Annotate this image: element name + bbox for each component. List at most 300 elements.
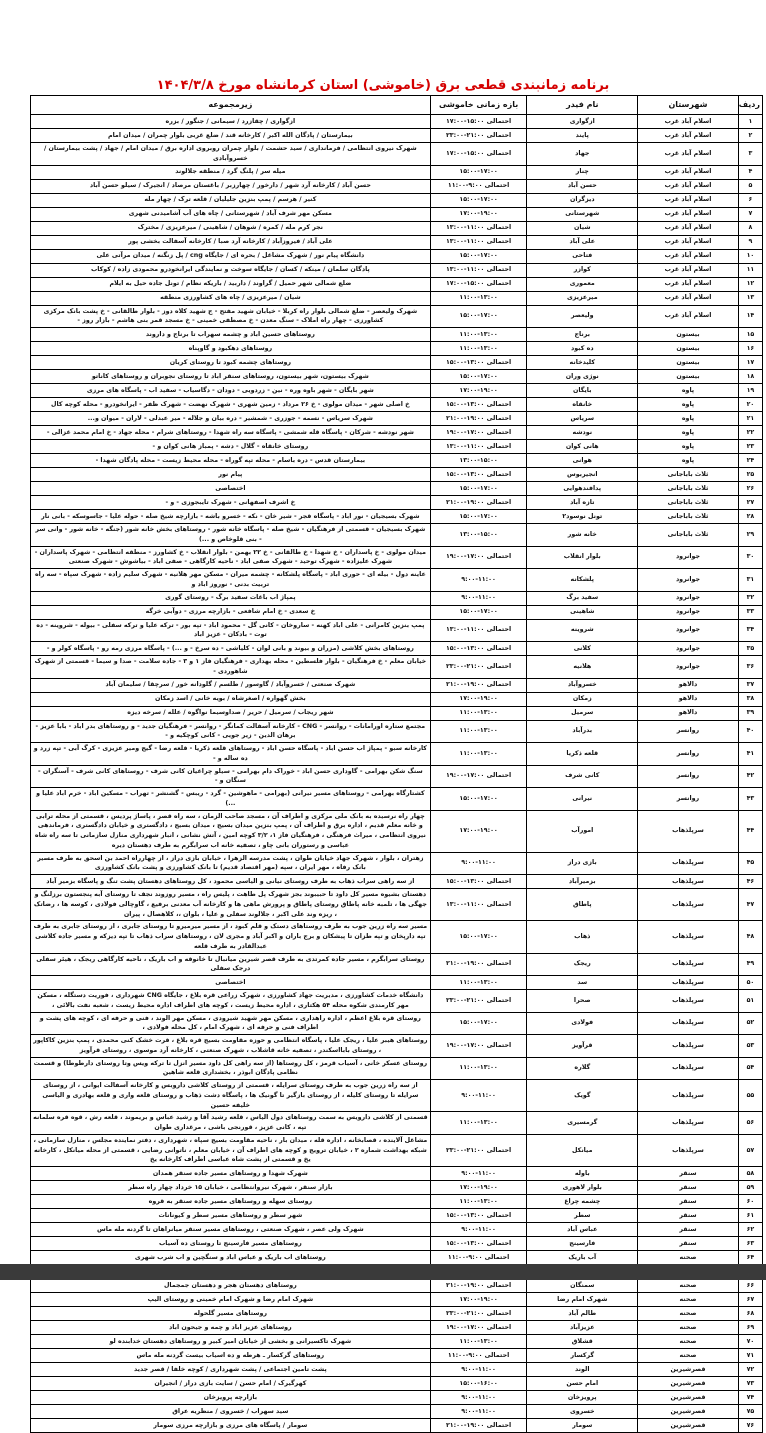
table-row bbox=[31, 454, 763, 468]
row-number-cell: ۶۳ bbox=[738, 1237, 762, 1251]
row-number-cell: ۲۴ bbox=[738, 454, 762, 468]
time-range-cell: ۱۱:۰۰-۱۳:۰۰ bbox=[430, 706, 527, 720]
row-number-cell: ۷ bbox=[738, 207, 762, 221]
feeder-cell: قشلاق bbox=[527, 1335, 638, 1349]
county-cell: سنقر bbox=[638, 1181, 739, 1195]
subset-cell: پیام نور bbox=[31, 468, 431, 482]
row-number-cell: ۴ bbox=[738, 165, 762, 179]
row-number-cell: ۲۶ bbox=[738, 482, 762, 496]
table-row bbox=[31, 1335, 763, 1349]
table-header-row bbox=[31, 96, 763, 115]
subset-cell: روستاهای هیبر علیا ، ریجک علیا ، پاسگاه انتظامی و حوزه مقاومت بسیج قره بلاغ ، قرت خشک کنی محمدی ، پمپ بنزین کاکاپور ، روستای بابااسکندر ، تصفیه خانه قاشلاب ، شهرک صنعتی ، کارخانه آرد موسوی ، روستای قرآویز bbox=[31, 1035, 431, 1058]
feeder-cell: فولادی bbox=[527, 1012, 638, 1035]
county-cell: صحنه bbox=[638, 1335, 739, 1349]
subset-cell: کهرگیرک / امام حسن / سایت بازی دراز / انجیران bbox=[31, 1377, 431, 1391]
row-number-cell: ۶۰ bbox=[738, 1195, 762, 1209]
county-cell: سرپلذهاب bbox=[638, 875, 739, 889]
row-number-cell: ۳۱ bbox=[738, 569, 762, 592]
subset-cell: ضلع شمالی شهر حمیل / گراوند / داربید / باریکه نظام / تونل جاده حیل به ایلام bbox=[31, 277, 431, 291]
county-cell: روانسر bbox=[638, 720, 739, 743]
subset-cell: چهار راه نرسیده به بانک ملی مرکزی و اطراف آن ، مسجد صاحب الزمان ، سه راه قصر ، پاساژ پردیس ، قسمتی از محله ترابی و خانه معلم قدیم ، اداره برق و اطراف آن ، پمپ بنزین میدان بسیج ، میدان بسیج ، دادگستری و خیابان دادگستری ، فرماندهی نیروی انتظامی ، میراث فرهنگی ، فرهنگیان فاز ۱، ۳/۲ کوچه امین ، آتش نشانی ، انبار شهرداری منازل سازمانی تا سه راه شاه عباسی و رستوران بانی چاو ، تصفیه خانه اب سرابگرم به طرف دهستان دیره bbox=[31, 810, 431, 852]
time-range-cell: احتمالی ۲۱:۰۰-۲۳:۰۰ bbox=[430, 1134, 527, 1166]
county-cell: بیستون bbox=[638, 370, 739, 384]
subset-cell: پشت تامین اجتماعی / پشت شهرداری / کوچه خلفا / قصر جدید bbox=[31, 1363, 431, 1377]
table-row bbox=[31, 263, 763, 277]
county-cell: جوانرود bbox=[638, 591, 739, 605]
subset-cell: روستاهای دهستان هجر و دهستان جمجمال bbox=[31, 1279, 431, 1293]
feeder-cell: خسروآباد bbox=[527, 678, 638, 692]
outage-schedule-table bbox=[30, 95, 763, 1433]
county-cell: اسلام آباد غرب bbox=[638, 115, 739, 129]
feeder-cell: چشمه چراغ bbox=[527, 1195, 638, 1209]
county-cell: اسلام آباد غرب bbox=[638, 143, 739, 166]
time-range-cell: ۱۵:۰۰-۱۷:۰۰ bbox=[430, 305, 527, 328]
feeder-cell: امورآب bbox=[527, 810, 638, 852]
feeder-cell: بدرآباد bbox=[527, 720, 638, 743]
row-number-cell: ۱۶ bbox=[738, 342, 762, 356]
county-cell: پاوه bbox=[638, 426, 739, 440]
table-row bbox=[31, 1363, 763, 1377]
time-range-cell: ۹:۰۰-۱۱:۰۰ bbox=[430, 852, 527, 875]
feeder-cell: چنار bbox=[527, 165, 638, 179]
subset-cell: شهرک بسیجیان - نور اباد - پاسگاه قجر - شیر خان - نکه - خسرو باشه - بازارچه شیخ صله - حوله علیا - جاسوسکه - بانی نار bbox=[31, 510, 431, 524]
time-range-cell: احتمالی ۱۱:۰۰-۱۳:۰۰ bbox=[430, 440, 527, 454]
row-number-cell: ۴۱ bbox=[738, 743, 762, 766]
subset-cell: روستاهای مسیر گلحوله bbox=[31, 1307, 431, 1321]
row-number-cell: ۴۹ bbox=[738, 953, 762, 976]
row-number-cell: ۵۶ bbox=[738, 1112, 762, 1135]
county-cell: اسلام آباد غرب bbox=[638, 129, 739, 143]
time-range-cell: ۹:۰۰-۱۱:۰۰ bbox=[430, 1080, 527, 1112]
header-feeder: نام فیدر bbox=[527, 96, 638, 115]
feeder-cell: سد bbox=[527, 976, 638, 990]
feeder-cell: بزمیرآباد bbox=[527, 875, 638, 889]
time-range-cell: ۹:۰۰-۱۱:۰۰ bbox=[430, 569, 527, 592]
county-cell: اسلام آباد غرب bbox=[638, 207, 739, 221]
county-cell: پاوه bbox=[638, 412, 739, 426]
county-cell: اسلام آباد غرب bbox=[638, 193, 739, 207]
table-row bbox=[31, 546, 763, 569]
subset-cell: شهرک تاکسیرانی و بخشی از خیابان امیر کبیر و روستاهای دهستان خدابنده لو bbox=[31, 1335, 431, 1349]
feeder-cell: ده کبود bbox=[527, 342, 638, 356]
subset-cell: مشاغل آلاینده ، قصابخانه ، اداره قله ، میدان بار ، ناحیه مقاومت بسیج سپاه ، شهرداری ، دفتر نماینده مجلس ، منازل سازمانی ، شبکه بهداشت شماره ۲ ، خیابان ترویج و کوچه های اطراف آن ، خیابان معلم ، ناتوانی رضایی ، قسمتی از محله میانکل ، کارخانه یخ و قسمتی از پشت شاه عباسی اطراف کارخانه یخ bbox=[31, 1134, 431, 1166]
time-range-cell: احتمالی ۱۷:۰۰-۱۹:۰۰ bbox=[430, 1321, 527, 1335]
time-range-cell: ۹:۰۰-۱۱:۰۰ bbox=[430, 591, 527, 605]
time-range-cell: احتمالی ۱۷:۰۰-۱۹:۰۰ bbox=[430, 426, 527, 440]
row-number-cell: ۱۲ bbox=[738, 277, 762, 291]
feeder-cell: قلعه ذکریا bbox=[527, 743, 638, 766]
feeder-cell: فارسینج bbox=[527, 1237, 638, 1251]
time-range-cell: ۱۵:۰۰-۱۷:۰۰ bbox=[430, 510, 527, 524]
row-number-cell: ۱۴ bbox=[738, 305, 762, 328]
time-range-cell: احتمالی ۲۱:۰۰-۲۳:۰۰ bbox=[430, 129, 527, 143]
subset-cell: میدان مولوی - خ پاسداران - خ شهدا - خ طالقانی - خ ۲۲ بهمن - بلوار انقلاب - خ کشاورز - منطقه انتظامی - شهرک پاسداران - شهرک علیزاده - شهرک توحید - شهرک صفی اباد - ناحیه کارگاهی - صفی اباد - بیاشوش - شهرک صنعتی bbox=[31, 546, 431, 569]
table-row bbox=[31, 678, 763, 692]
row-number-cell: ۷۶ bbox=[738, 1419, 762, 1433]
table-row bbox=[31, 788, 763, 811]
county-cell: سرپلذهاب bbox=[638, 921, 739, 953]
table-row bbox=[31, 305, 763, 328]
feeder-cell: خانقاه bbox=[527, 398, 638, 412]
county-cell: اسلام آباد غرب bbox=[638, 249, 739, 263]
row-number-cell: ۶۷ bbox=[738, 1293, 762, 1307]
subset-cell: خیابان معلم - خ فرهنگیان - بلوار فلسطین - محله بهداری - فرهنگیان فاز ۱ و ۳ - جاده سلامت - صدا و سیما - قسمتی از شهرک شاهوردی - bbox=[31, 656, 431, 679]
feeder-cell: تازه آباد bbox=[527, 496, 638, 510]
subset-cell: شهرک صنعتی / خسروآباد / گاوسور / طلسم / گلودانه خور / سرچقا / سلیمان آباد bbox=[31, 678, 431, 692]
table-row bbox=[31, 1419, 763, 1433]
table-row bbox=[31, 976, 763, 990]
time-range-cell: احتمالی ۱۷:۰۰-۱۹:۰۰ bbox=[430, 1035, 527, 1058]
feeder-cell: شروینه bbox=[527, 619, 638, 642]
row-number-cell: ۳۶ bbox=[738, 656, 762, 679]
county-cell: جوانرود bbox=[638, 605, 739, 619]
feeder-cell: پدافندهوایی bbox=[527, 482, 638, 496]
table-row bbox=[31, 743, 763, 766]
screenshot-bottom-bar bbox=[0, 1264, 766, 1280]
subset-cell: روستاهای حسین اباد و چشمه سهراب تا برناج و داروند bbox=[31, 328, 431, 342]
subset-cell: روستای سرابگرم ، مسیر جاده کمرتدی به طرف قصر شیرین میانبال تا خانوقه و اب باریک ، ناحیه کارگاهی ریجک ، هیئر سفلی درجک سفلی bbox=[31, 953, 431, 976]
subset-cell: شیان / میرعزیزی / چاه های کشاورزی منطقه bbox=[31, 291, 431, 305]
table-row bbox=[31, 1134, 763, 1166]
feeder-cell: خسروی bbox=[527, 1405, 638, 1419]
table-row bbox=[31, 619, 763, 642]
table-row bbox=[31, 291, 763, 305]
county-cell: جوانرود bbox=[638, 546, 739, 569]
subset-cell: پمپ بنزین کامرانی - علی اباد کهنه - ساروخان - کانی گل - محمود اباد - تپه بور - ترکه علیا و ترکه سفلی - بیوله - شروینه - ده توت - بادکان - عزیز اباد bbox=[31, 619, 431, 642]
header-time-range: بازه زمانی خاموشی bbox=[430, 96, 527, 115]
time-range-cell: ۱۵:۰۰-۱۷:۰۰ bbox=[430, 370, 527, 384]
feeder-cell: هانی کوان bbox=[527, 440, 638, 454]
table-row bbox=[31, 426, 763, 440]
subset-cell: روستاهای عزیز اباد و چمه و جیحون اباد bbox=[31, 1321, 431, 1335]
row-number-cell: ۸ bbox=[738, 221, 762, 235]
table-row bbox=[31, 889, 763, 921]
time-range-cell: احتمالی ۱۱:۰۰-۱۳:۰۰ bbox=[430, 221, 527, 235]
row-number-cell: ۹ bbox=[738, 235, 762, 249]
time-range-cell: ۱۷:۰۰-۱۹:۰۰ bbox=[430, 692, 527, 706]
row-number-cell: ۷۲ bbox=[738, 1363, 762, 1377]
feeder-cell: شاهینی bbox=[527, 605, 638, 619]
subset-cell: اختصاصی bbox=[31, 976, 431, 990]
row-number-cell: ۲۳ bbox=[738, 440, 762, 454]
county-cell: پاوه bbox=[638, 440, 739, 454]
row-number-cell: ۶۴ bbox=[738, 1251, 762, 1265]
county-cell: سنقر bbox=[638, 1237, 739, 1251]
header-county: شهرستان bbox=[638, 96, 739, 115]
row-number-cell: ۷۴ bbox=[738, 1391, 762, 1405]
row-number-cell: ۱۱ bbox=[738, 263, 762, 277]
feeder-cell: پایند bbox=[527, 129, 638, 143]
feeder-cell: میرعزیزی bbox=[527, 291, 638, 305]
subset-cell: روستای خانقاه - گلال - دشه - پمباز هانی کوان و - bbox=[31, 440, 431, 454]
feeder-cell: نیرانی bbox=[527, 788, 638, 811]
subset-cell: دهستان بشیوه مسیر کل داود تا حبیبوند بجز شهرک پل طاهت ، پلیس راه ، مسیر روزوند نجف تا روستای آبه پنجستون برزلنگ و جهگی ها ، تلمبه خانه پاطاق روستای پاطاق و پرورش ماهی ها و کارخانه آب معدنی برفیع ، گاوچالی فولادی ، کوسه ها ، رضاتک ، ریزه وند علی اکبر ، جلالوند سفلی و علیا ، بلوان ،، کلاهصال ، پیران bbox=[31, 889, 431, 921]
row-number-cell: ۱۵ bbox=[738, 328, 762, 342]
county-cell: سرپلذهاب bbox=[638, 1112, 739, 1135]
time-range-cell: احتمالی ۱۳:۰۰-۱۵:۰۰ bbox=[430, 875, 527, 889]
row-number-cell: ۵۵ bbox=[738, 1080, 762, 1112]
row-number-cell: ۴۴ bbox=[738, 810, 762, 852]
time-range-cell: احتمالی ۱۵:۰۰-۱۷:۰۰ bbox=[430, 277, 527, 291]
subset-cell: شهر ریجاب / سرمیل / حریر / صداوسیما نواگوه / علله / سرخه دیزه bbox=[31, 706, 431, 720]
table-row bbox=[31, 249, 763, 263]
feeder-cell: کلانی bbox=[527, 642, 638, 656]
row-number-cell: ۳۸ bbox=[738, 692, 762, 706]
time-range-cell: ۱۷:۰۰-۱۹:۰۰ bbox=[430, 1181, 527, 1195]
subset-cell: روستاهای چشمه کبود تا روستای کریان bbox=[31, 356, 431, 370]
subset-cell: قسمتی از کلاشی دارویس به سمت روستاهای دول الیاس ، قلعه رشید آقا و رشید عباس و بریموند ، قلعه رش ، قوه قره سلمانه تپه ، کانی عزیز ، قورنجی باشی ، مرغداری طوان bbox=[31, 1112, 431, 1135]
subset-cell: کارخانه سبو - پمپاژ اب حسن اباد - پاسگاه حسن اباد - روستاهای قلعه ذکریا - قلعه رضا - گیج ومیر عزیزی - کرگ آبی - تپه زرد و ده ساله و - bbox=[31, 743, 431, 766]
subset-cell: شهرک ولی عصر ، شهرک صنعتی ، روستاهای مسیر سنقر میانراهان تا گردنه مله ماس bbox=[31, 1223, 431, 1237]
subset-cell: شهر بایگان - شهر باوه وره - نین - زردویی - دودان - دگاسیاب - سفید اب - پاسگاه های مرزی bbox=[31, 384, 431, 398]
row-number-cell: ۵۸ bbox=[738, 1167, 762, 1181]
time-range-cell: ۹:۰۰-۱۱:۰۰ bbox=[430, 1167, 527, 1181]
feeder-cell: تونل نوسود۲ bbox=[527, 510, 638, 524]
time-range-cell: ۱۱:۰۰-۱۳:۰۰ bbox=[430, 328, 527, 342]
feeder-cell: آب باریک bbox=[527, 1251, 638, 1265]
subset-cell: علی آباد / فیروزآباد / کارخانه آرد صبا / کارخانه آسفالت بخشی پور bbox=[31, 235, 431, 249]
row-number-cell: ۷۱ bbox=[738, 1349, 762, 1363]
time-range-cell: ۱۱:۰۰-۱۳:۰۰ bbox=[430, 976, 527, 990]
subset-cell: پادگان سلمان / مینکه / کسان / جایگاه سوخت و نمایندگی ایرانخودرو محمودی زاده / کوکاب bbox=[31, 263, 431, 277]
feeder-cell: سومار bbox=[527, 1419, 638, 1433]
county-cell: سنقر bbox=[638, 1209, 739, 1223]
time-range-cell: احتمالی ۱۳:۰۰-۱۵:۰۰ bbox=[430, 398, 527, 412]
row-number-cell: ۳۴ bbox=[738, 619, 762, 642]
county-cell: بیستون bbox=[638, 342, 739, 356]
row-number-cell: ۵۲ bbox=[738, 1012, 762, 1035]
county-cell: صحنه bbox=[638, 1293, 739, 1307]
time-range-cell: ۱۵:۰۰-۱۷:۰۰ bbox=[430, 1012, 527, 1035]
feeder-cell: الوند bbox=[527, 1363, 638, 1377]
time-range-cell: ۱۱:۰۰-۱۳:۰۰ bbox=[430, 743, 527, 766]
subset-cell: خ اشرف اصفهانی - شهرک تایبجوزی - و - bbox=[31, 496, 431, 510]
county-cell: اسلام آباد غرب bbox=[638, 305, 739, 328]
time-range-cell: احتمالی ۱۳:۰۰-۱۵:۰۰ bbox=[430, 642, 527, 656]
time-range-cell: ۱۵:۰۰-۱۷:۰۰ bbox=[430, 788, 527, 811]
table-row bbox=[31, 221, 763, 235]
subset-cell: شهرک امام رضا و شهرک امام خمینی و روستای الیپ bbox=[31, 1293, 431, 1307]
county-cell: سرپلذهاب bbox=[638, 1080, 739, 1112]
table-row bbox=[31, 692, 763, 706]
county-cell: اسلام آباد غرب bbox=[638, 263, 739, 277]
row-number-cell: ۷۵ bbox=[738, 1405, 762, 1419]
row-number-cell: ۷۳ bbox=[738, 1377, 762, 1391]
feeder-cell: ولیعصر bbox=[527, 305, 638, 328]
table-row bbox=[31, 165, 763, 179]
table-row bbox=[31, 990, 763, 1013]
table-row bbox=[31, 356, 763, 370]
county-cell: بیستون bbox=[638, 328, 739, 342]
feeder-cell: سریاس bbox=[527, 412, 638, 426]
row-number-cell: ۶۶ bbox=[738, 1279, 762, 1293]
county-cell: قصرشیرین bbox=[638, 1405, 739, 1419]
row-number-cell: ۱۷ bbox=[738, 356, 762, 370]
row-number-cell: ۵۹ bbox=[738, 1181, 762, 1195]
subset-cell: سومار / پاسگاه های مرزی و بازارچه مرزی سومار bbox=[31, 1419, 431, 1433]
county-cell: سرپلذهاب bbox=[638, 889, 739, 921]
feeder-cell: سمنگان bbox=[527, 1279, 638, 1293]
county-cell: دالاهو bbox=[638, 678, 739, 692]
subset-cell: روستاهای مسیر فارسینج تا روستای ده آسیاب bbox=[31, 1237, 431, 1251]
table-row bbox=[31, 1012, 763, 1035]
row-number-cell: ۳۹ bbox=[738, 706, 762, 720]
row-number-cell: ۵۰ bbox=[738, 976, 762, 990]
feeder-cell: شیان bbox=[527, 221, 638, 235]
row-number-cell: ۳۲ bbox=[738, 591, 762, 605]
feeder-cell: گلاره bbox=[527, 1057, 638, 1080]
time-range-cell: ۱۵:۰۰-۱۷:۰۰ bbox=[430, 921, 527, 953]
table-row bbox=[31, 143, 763, 166]
time-range-cell: احتمالی ۱۹:۰۰-۲۱:۰۰ bbox=[430, 1419, 527, 1433]
county-cell: ثلاث باباجانی bbox=[638, 468, 739, 482]
table-row bbox=[31, 468, 763, 482]
table-row bbox=[31, 370, 763, 384]
table-row bbox=[31, 1035, 763, 1058]
table-row bbox=[31, 524, 763, 547]
time-range-cell: احتمالی ۱۱:۰۰-۱۳:۰۰ bbox=[430, 235, 527, 249]
subset-cell: روستای عسکر خانی ، آسیاب قرمز ، کل روستاها (از سه راهی کل داود مسیر انزل تا ترکه ویس وتا روستای دارطوطا) و قسمت نظامی پادگان ابوذر ، بخشداری قلعه شاهین bbox=[31, 1057, 431, 1080]
subset-cell: دانشگاه پیام نور / شهرک مشاغل / بحره ای / جایگاه cng / پل زنگنه / میدان مرآتی علی bbox=[31, 249, 431, 263]
table-row bbox=[31, 412, 763, 426]
subset-cell: از سه راهی سراب ذهاب به طرف روستای نیانی و الیاسی محمود ، کل روستاهای دهستان پشت تنگ و پاسگاه بزمیر آباد bbox=[31, 875, 431, 889]
feeder-cell: فتاحی bbox=[527, 249, 638, 263]
subset-cell: روستاهای دهکبود و گاوپناه bbox=[31, 342, 431, 356]
time-range-cell: ۹:۰۰-۱۱:۰۰ bbox=[430, 1391, 527, 1405]
subset-cell: شهر سطر و روستاهای مسیر سطر و کیونانات bbox=[31, 1209, 431, 1223]
county-cell: سرپلذهاب bbox=[638, 810, 739, 852]
county-cell: جوانرود bbox=[638, 569, 739, 592]
county-cell: روانسر bbox=[638, 765, 739, 788]
county-cell: اسلام آباد غرب bbox=[638, 235, 739, 249]
county-cell: اسلام آباد غرب bbox=[638, 221, 739, 235]
county-cell: صحنه bbox=[638, 1321, 739, 1335]
subset-cell: پمپاژ اب باغات سفید برگ - روستای گوری bbox=[31, 591, 431, 605]
table-row bbox=[31, 642, 763, 656]
subset-cell: شهرک ولیعصر - ضلع شمالی بلوار راه کربلا - خیابان شهید مفتح - ج شهید کلاه دوز - بلوار طالقانی - خ پشت بانک مرکزی کشاورزی - چهار راه املاک - سنگ معدن - خ مصطفی خمینی - خ مسجد قمر بنی هاشم - بازار روز - bbox=[31, 305, 431, 328]
subset-cell: بخش گهواره / اصغرشاه / بویه خانی / اسد زمکان bbox=[31, 692, 431, 706]
row-number-cell: ۶ bbox=[738, 193, 762, 207]
subset-cell: دانشگاه خدمات کشاورزی ، مدیریت جهاد کشاورزی ، شهرک زراعی قره بلاغ ، جایگاه CNG شهرداری ، فوریت دستگله ، مسکن مهر کارمندی شکوه محله ۵۴ هکتاری ، اداره محیط زیست ، کوچه های اطراف اداره محیط زیست ، شعبه نفت بالائی ، bbox=[31, 990, 431, 1013]
county-cell: پاوه bbox=[638, 398, 739, 412]
table-row bbox=[31, 1279, 763, 1293]
county-cell: روانسر bbox=[638, 788, 739, 811]
row-number-cell: ۴۷ bbox=[738, 889, 762, 921]
time-range-cell: ۱۷:۰۰-۱۹:۰۰ bbox=[430, 384, 527, 398]
county-cell: صحنه bbox=[638, 1251, 739, 1265]
time-range-cell: ۱۳:۰۰-۱۵:۰۰ bbox=[430, 524, 527, 547]
table-body bbox=[31, 115, 763, 1433]
time-range-cell: ۱۳:۰۰-۱۵:۰۰ bbox=[430, 454, 527, 468]
county-cell: قصرشیرین bbox=[638, 1419, 739, 1433]
time-range-cell: ۱۷:۰۰-۱۹:۰۰ bbox=[430, 810, 527, 852]
row-number-cell: ۷۰ bbox=[738, 1335, 762, 1349]
table-row bbox=[31, 810, 763, 852]
table-row bbox=[31, 342, 763, 356]
table-row bbox=[31, 1293, 763, 1307]
row-number-cell: ۱۹ bbox=[738, 384, 762, 398]
feeder-cell: نوژی وران bbox=[527, 370, 638, 384]
feeder-cell: پلشکانه bbox=[527, 569, 638, 592]
table-row bbox=[31, 1080, 763, 1112]
table-row bbox=[31, 1251, 763, 1265]
feeder-cell: برناج bbox=[527, 328, 638, 342]
time-range-cell: احتمالی ۱۱:۰۰-۱۳:۰۰ bbox=[430, 619, 527, 642]
feeder-cell: ازگواری bbox=[527, 115, 638, 129]
time-range-cell: ۱۱:۰۰-۱۳:۰۰ bbox=[430, 342, 527, 356]
row-number-cell: ۲۰ bbox=[738, 398, 762, 412]
county-cell: سنقر bbox=[638, 1195, 739, 1209]
time-range-cell: احتمالی ۱۱:۰۰-۱۳:۰۰ bbox=[430, 889, 527, 921]
table-row bbox=[31, 384, 763, 398]
subset-cell: کشتارگاه بهرامی - روستاهای مسیر نیرانی (بهرامی - ماهوشین - گرد - ریبس - گشنشر - تهراب - مسکین اباد - خرم اباد علیا و ...) bbox=[31, 788, 431, 811]
time-range-cell: احتمالی ۹:۰۰-۱۱:۰۰ bbox=[430, 1349, 527, 1363]
table-row bbox=[31, 1167, 763, 1181]
county-cell: صحنه bbox=[638, 1349, 739, 1363]
subset-cell: شهرک سریاس - نسمه - جوزری - شمشیر - دره بیان و جلاله - میر عبدلی - لاران - میوان و... bbox=[31, 412, 431, 426]
feeder-cell: نودشه bbox=[527, 426, 638, 440]
subset-cell: اختصاصی bbox=[31, 482, 431, 496]
feeder-cell: بلوار انقلاب bbox=[527, 546, 638, 569]
feeder-cell: پرویزخان bbox=[527, 1391, 638, 1405]
county-cell: سرپلذهاب bbox=[638, 1035, 739, 1058]
feeder-cell: هوانی bbox=[527, 454, 638, 468]
row-number-cell: ۶۱ bbox=[738, 1209, 762, 1223]
time-range-cell: احتمالی ۱۳:۰۰-۱۵:۰۰ bbox=[430, 1237, 527, 1251]
subset-cell: ازگواری / چقازرد / سیمانی / جنگور / بزره bbox=[31, 115, 431, 129]
table-row bbox=[31, 1237, 763, 1251]
time-range-cell: ۱۵:۰۰-۱۷:۰۰ bbox=[430, 165, 527, 179]
table-row bbox=[31, 129, 763, 143]
table-row bbox=[31, 1223, 763, 1237]
table-row bbox=[31, 1209, 763, 1223]
feeder-cell: عزیزآباد bbox=[527, 1321, 638, 1335]
subset-cell: روستای سهله و روستاهای مسیر جاده سنقر به قروه bbox=[31, 1195, 431, 1209]
feeder-cell: سرمیل bbox=[527, 706, 638, 720]
county-cell: سنقر bbox=[638, 1223, 739, 1237]
county-cell: پاوه bbox=[638, 454, 739, 468]
feeder-cell: پاطاق bbox=[527, 889, 638, 921]
subset-cell: روستاهای بخش کلاشی (مزران و بیوند و بانی لوان - کلیاشی - ده سرخ - و ...) - پاسگاه مرزی رمه رو - پاسگاه کولر و - bbox=[31, 642, 431, 656]
feeder-cell: بلوار لاهوری bbox=[527, 1181, 638, 1195]
county-cell: اسلام آباد غرب bbox=[638, 291, 739, 305]
row-number-cell: ۶۸ bbox=[738, 1307, 762, 1321]
header-row-number: ردیف bbox=[738, 96, 762, 115]
county-cell: ثلاث باباجانی bbox=[638, 524, 739, 547]
time-range-cell: احتمالی ۱۹:۰۰-۲۱:۰۰ bbox=[430, 496, 527, 510]
feeder-cell: صحرا bbox=[527, 990, 638, 1013]
row-number-cell: ۱۸ bbox=[738, 370, 762, 384]
feeder-cell: ذهاب bbox=[527, 921, 638, 953]
row-number-cell: ۴۳ bbox=[738, 788, 762, 811]
subset-cell: بازار سنقر ، شهرک نیروانتظامی ، خیابان ۱۵ خرداد چهار راه سطر bbox=[31, 1181, 431, 1195]
table-row bbox=[31, 235, 763, 249]
row-number-cell: ۴۲ bbox=[738, 765, 762, 788]
time-range-cell: احتمالی ۱۹:۰۰-۲۱:۰۰ bbox=[430, 678, 527, 692]
row-number-cell: ۵۴ bbox=[738, 1057, 762, 1080]
county-cell: جوانرود bbox=[638, 656, 739, 679]
row-number-cell: ۵۳ bbox=[738, 1035, 762, 1058]
table-row bbox=[31, 1391, 763, 1405]
county-cell: ثلاث باباجانی bbox=[638, 482, 739, 496]
time-range-cell: احتمالی ۱۳:۰۰-۱۵:۰۰ bbox=[430, 356, 527, 370]
row-number-cell: ۲۵ bbox=[738, 468, 762, 482]
time-range-cell: احتمالی ۲۱:۰۰-۲۳:۰۰ bbox=[430, 1307, 527, 1321]
county-cell: صحنه bbox=[638, 1307, 739, 1321]
feeder-cell: معموری bbox=[527, 277, 638, 291]
time-range-cell: ۱۵:۰۰-۱۷:۰۰ bbox=[430, 482, 527, 496]
county-cell: روانسر bbox=[638, 743, 739, 766]
